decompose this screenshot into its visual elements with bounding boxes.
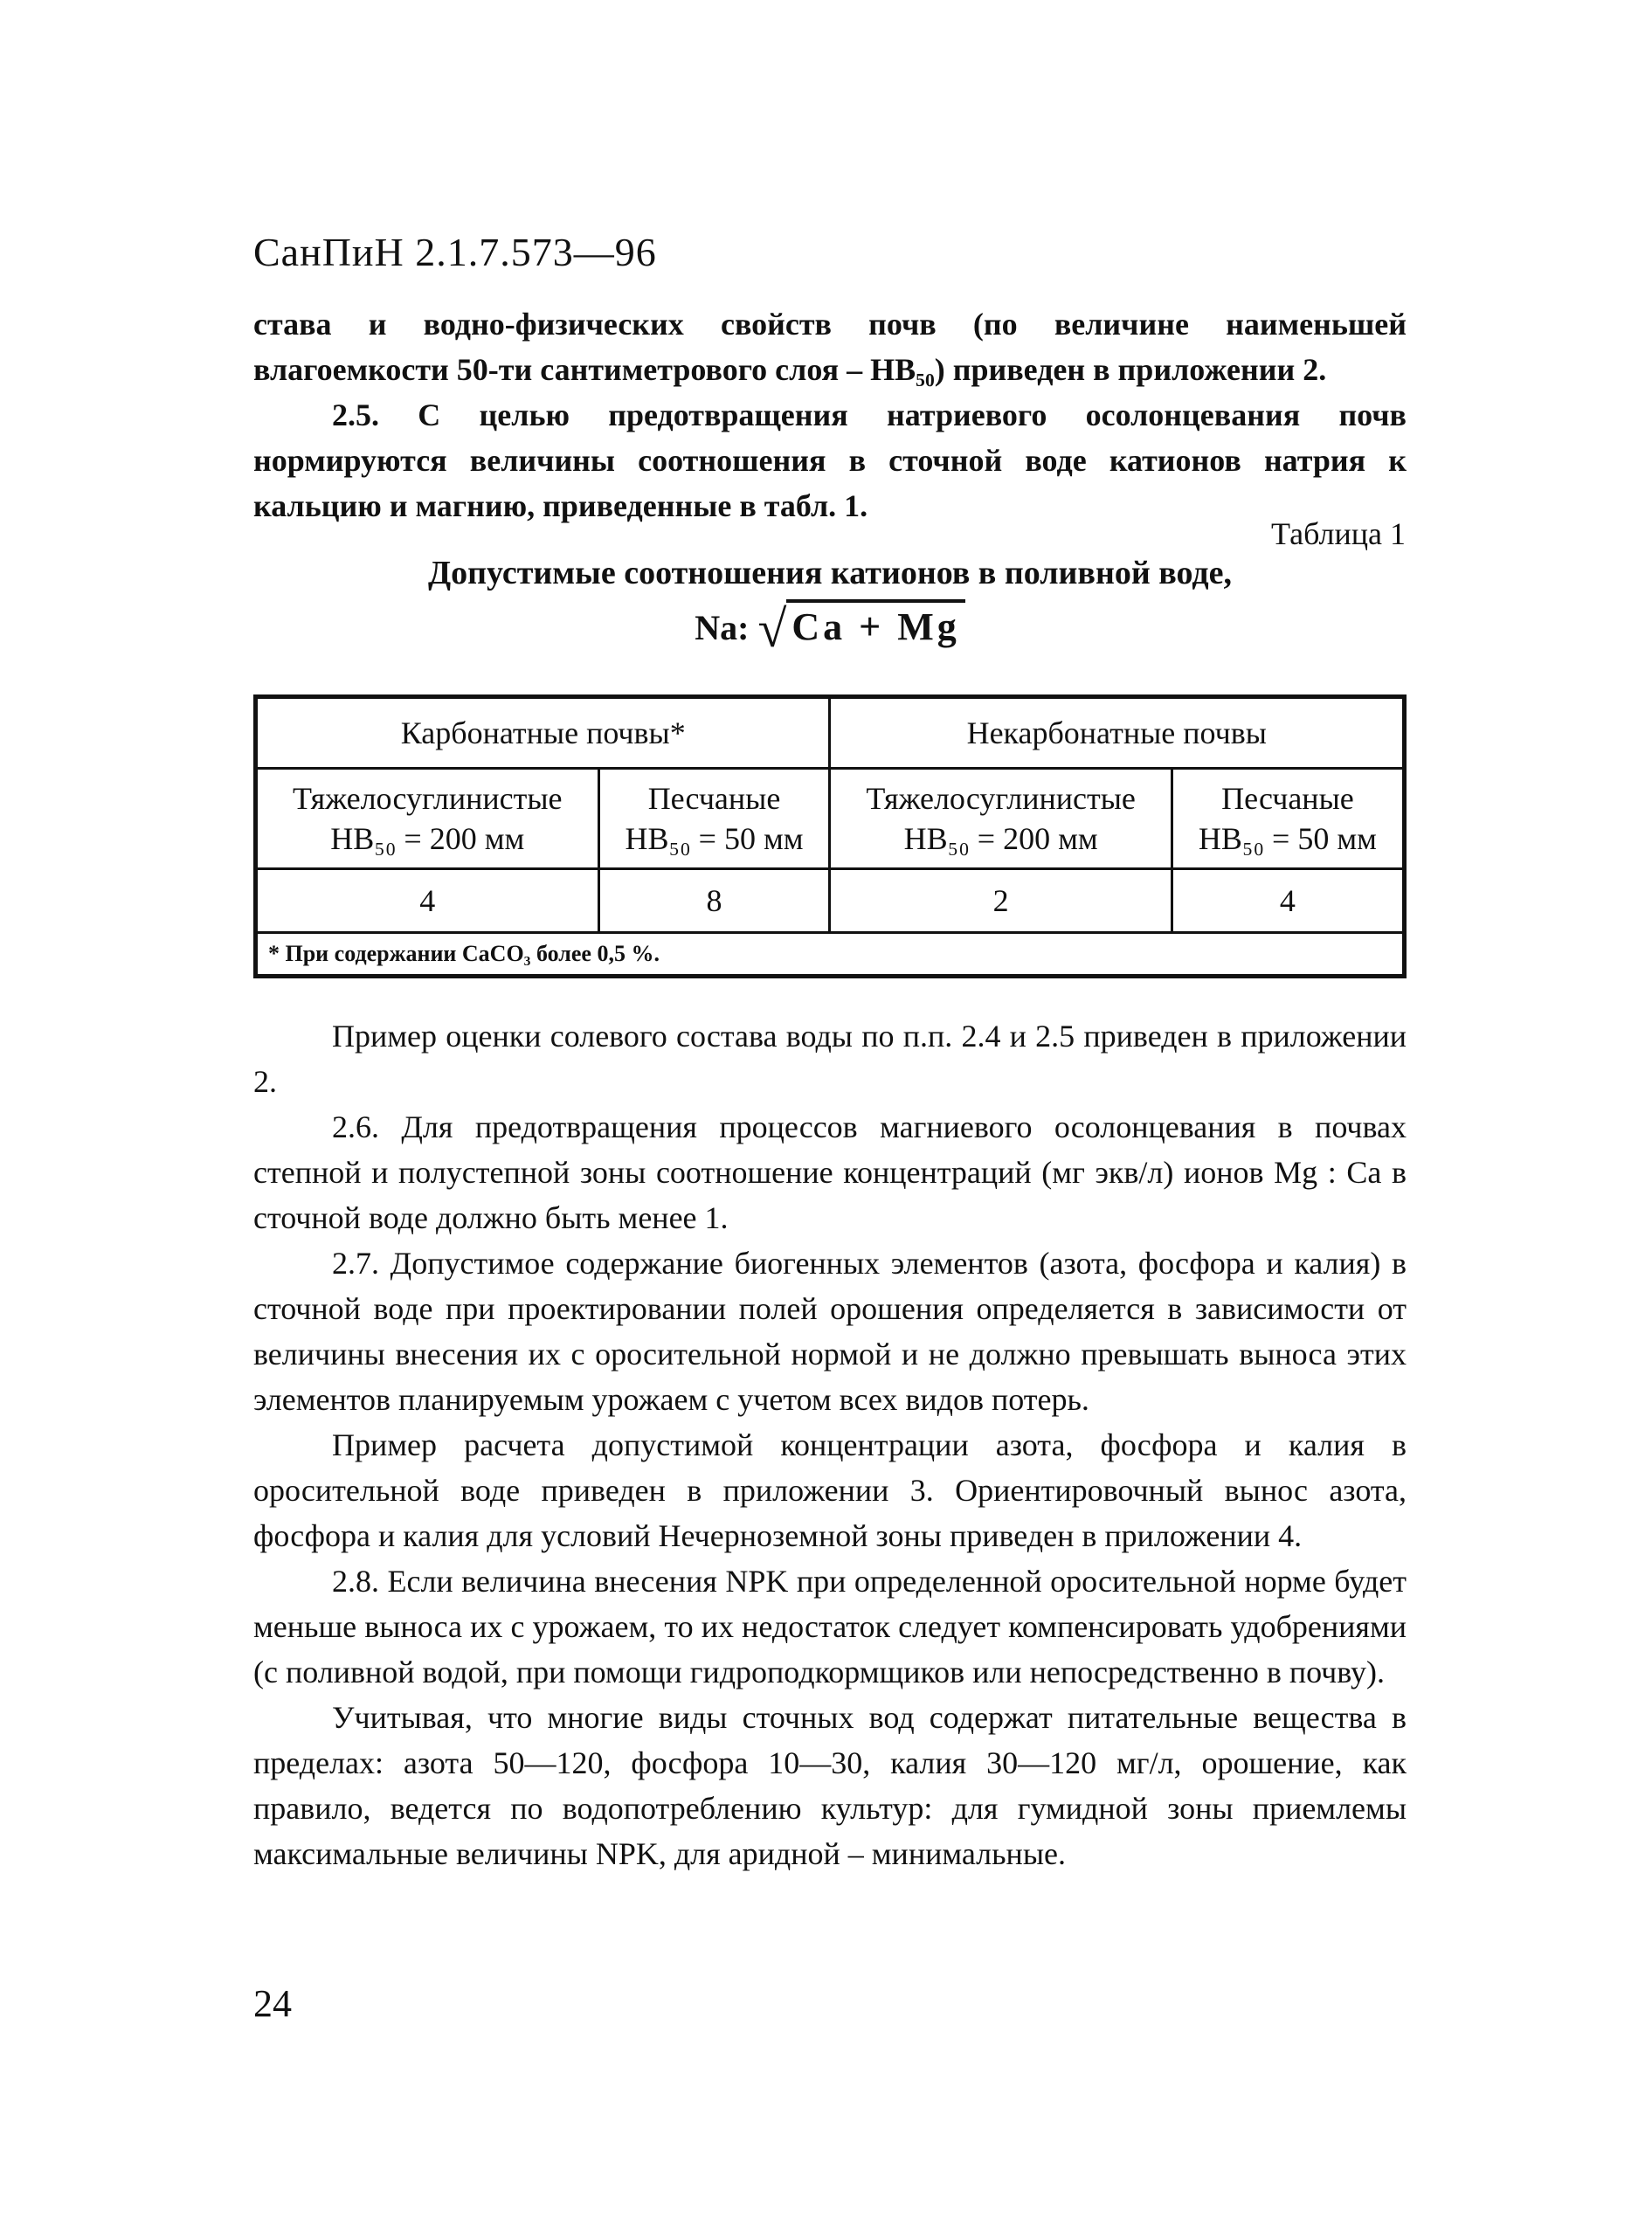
- sub-header-name: Тяжелосуглинистые: [866, 781, 1136, 816]
- formula-prefix: Na:: [695, 608, 750, 647]
- body-paragraph-4: Пример расчета допустимой концентрации азота, фосфора и калия в оросительной воде приведен в приложении 3. Ориентировочный вынос азота, фосфора и калия для условий Нечерноземной зоны приведен в приложении 4.: [253, 1427, 1407, 1553]
- sub-header-cell: [1172, 769, 1404, 869]
- body-paragraph-2: 2.6. Для предотвращения процессов магниевого осолонцевания в почвах степной и полустепной зоны соотношение концентраций (мг экв/л) ионов Mg : Ca в сточной воде должно быть менее 1.: [253, 1109, 1407, 1235]
- table-value-cell: 8: [598, 869, 830, 933]
- table-value-cell: 2: [830, 869, 1172, 933]
- sub-header-cell: [256, 769, 599, 869]
- square-root-icon: √: [757, 600, 787, 658]
- sub-header-name: Песчаные: [647, 781, 781, 816]
- sub-header-value: НВ₅₀ = 200 мм: [903, 821, 1098, 856]
- table-title: Допустимые соотношения катионов в поливной воде,: [428, 555, 1232, 591]
- group-header-carbonate: Карбонатные почвы*: [256, 697, 830, 769]
- sub-header-cell: [598, 769, 830, 869]
- table-value-cell: 4: [1172, 869, 1404, 933]
- sub-header-value: НВ₅₀ = 50 мм: [1198, 821, 1377, 856]
- cation-ratio-table: [253, 694, 1407, 978]
- table-formula: [253, 599, 1407, 660]
- table-label: Таблица 1: [1271, 516, 1406, 551]
- table-value-cell: 4: [256, 869, 599, 933]
- sub-header-cell: [830, 769, 1172, 869]
- intro-section: [253, 301, 1407, 529]
- sub-header-name: Песчаные: [1221, 781, 1354, 816]
- table-group-header-row: [256, 697, 1405, 769]
- body-paragraph-3: 2.7. Допустимое содержание биогенных элементов (азота, фосфора и калия) в сточной воде при проектировании полей орошения определяется в зависимости от величины внесения их с оросительной нормой и не должно превышать выноса этих элементов планируемым урожаем с учетом всех видов потерь.: [253, 1246, 1407, 1417]
- formula-radicand: Ca + Mg: [786, 599, 964, 649]
- sub-header-value: НВ₅₀ = 200 мм: [330, 821, 525, 856]
- table-footnote-row: [256, 933, 1405, 977]
- body-section: [253, 1013, 1407, 1876]
- table-values-row: [256, 869, 1405, 933]
- page-number: 24: [253, 1982, 292, 2025]
- body-paragraph-6: Учитывая, что многие виды сточных вод содержат питательные вещества в пределах: азота 50—120, фосфора 10—30, калия 30—120 мг/л, орошение, как правило, ведется по водопотреблению культур: для гумидной зоны приемлемы максимальные величины NPK, для аридной – минимальные.: [253, 1700, 1407, 1871]
- document-header: СанПиН 2.1.7.573—96: [253, 230, 657, 274]
- body-paragraph-5: 2.8. Если величина внесения NPK при определенной оросительной норме будет меньше выноса их с урожаем, то их недостаток следует компенсировать удобрениями (с поливной водой, при помощи гидроподкормщиков или непосредственно в почву).: [253, 1564, 1407, 1689]
- sub-header-value: НВ₅₀ = 50 мм: [625, 821, 804, 856]
- body-paragraph-1: Пример оценки солевого состава воды по п.п. 2.4 и 2.5 приведен в приложении 2.: [253, 1019, 1407, 1099]
- table-footnote: * При содержании CaCO₃ более 0,5 %.: [256, 933, 1405, 977]
- intro-paragraph-2: 2.5. С целью предотвращения натриевого осолонцевания почв нормируются величины соотношения в сточной воде катионов натрия к кальцию и магнию, приведенные в табл. 1.: [253, 397, 1407, 523]
- group-header-noncarbonate: Некарбонатные почвы: [830, 697, 1405, 769]
- intro-paragraph-1: става и водно-физических свойств почв (по величине наименьшей влагоемкости 50-ти сантиметрового слоя – НВ₅₀) приведен в приложении 2.: [253, 307, 1407, 387]
- sub-header-name: Тяжелосуглинистые: [293, 781, 563, 816]
- table-sub-header-row: [256, 769, 1405, 869]
